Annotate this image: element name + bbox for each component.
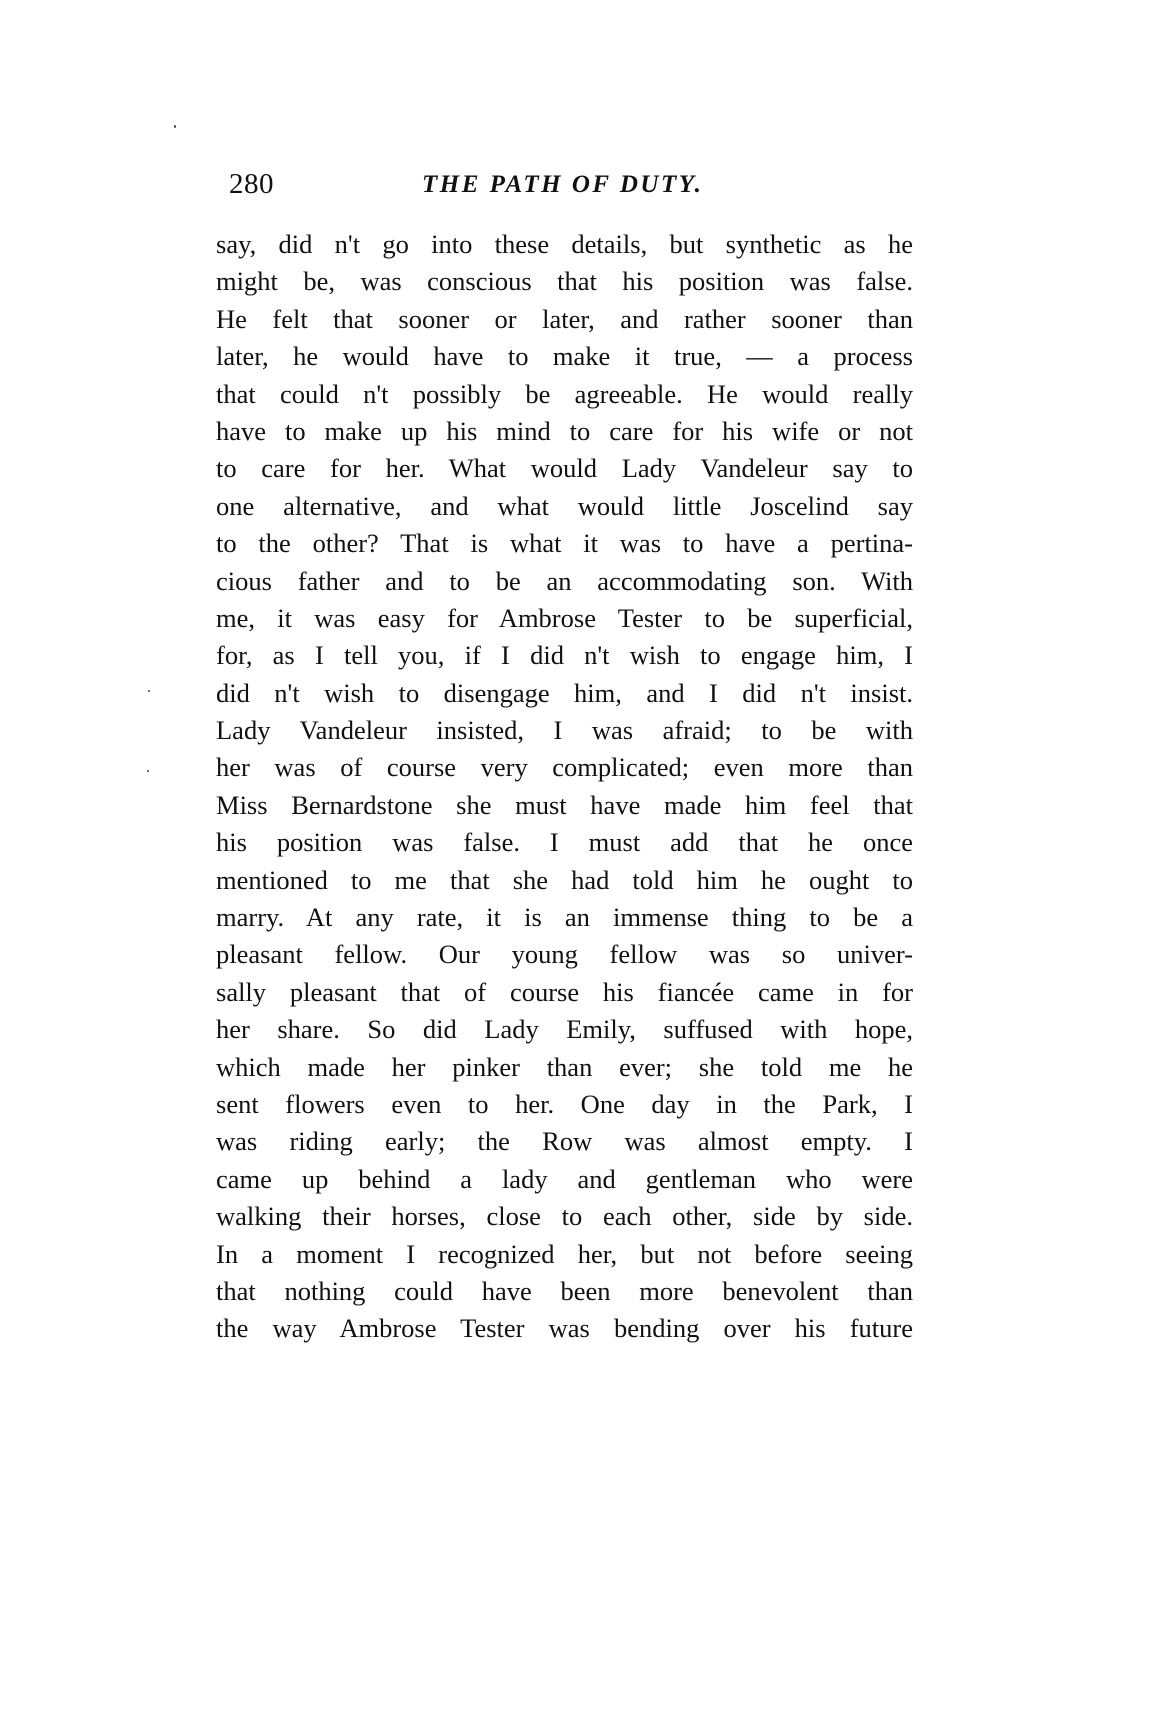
text-line: that could n't possibly be agreeable. He would really xyxy=(216,378,913,409)
text-line: later, he would have to make it true, — a process xyxy=(216,341,913,372)
text-line: Lady Vandeleur insisted, I was afraid; to be with xyxy=(216,715,913,746)
text-line: sent flowers even to her. One day in the Park, I xyxy=(216,1088,913,1119)
text-line: say, did n't go into these details, but synthetic as he xyxy=(216,229,913,259)
running-title: THE PATH OF DUTY. xyxy=(422,171,704,198)
text-line: did n't wish to disengage him, and I did n't insist. xyxy=(216,677,913,708)
text-line: marry. At any rate, it is an immense thing to be a xyxy=(216,902,913,933)
print-speck xyxy=(147,770,149,772)
text-line: pleasant fellow. Our young fellow was so univer- xyxy=(216,939,913,970)
text-line: have to make up his mind to care for his wife or not xyxy=(216,415,913,446)
print-speck xyxy=(174,125,176,128)
print-speck xyxy=(148,690,150,692)
text-line: her share. So did Lady Emily, suffused with hope, xyxy=(216,1014,913,1045)
text-line: walking their horses, close to each other, side by side. xyxy=(216,1201,913,1232)
text-line: his position was false. I must add that he once xyxy=(216,827,913,858)
text-line: He felt that sooner or later, and rather sooner than xyxy=(216,303,913,334)
text-line: that nothing could have been more benevolent than xyxy=(216,1275,913,1306)
text-line: for, as I tell you, if I did n't wish to engage him, I xyxy=(216,640,913,671)
running-head xyxy=(229,168,919,208)
text-line: one alternative, and what would little Joscelind say xyxy=(216,490,913,521)
text-line: came up behind a lady and gentleman who were xyxy=(216,1163,913,1194)
page-number: 280 xyxy=(229,168,274,200)
body-text xyxy=(216,226,913,1348)
text-line: sally pleasant that of course his fiancée came in for xyxy=(216,976,913,1007)
text-line: In a moment I recognized her, but not before seeing xyxy=(216,1238,913,1269)
text-line: might be, was conscious that his position was false. xyxy=(216,266,913,297)
text-line: cious father and to be an accommodating son. With xyxy=(216,565,913,596)
text-line: me, it was easy for Ambrose Tester to be superficial, xyxy=(216,602,913,633)
text-line: Miss Bernardstone she must have made him feel that xyxy=(216,789,913,820)
text-line: the way Ambrose Tester was bending over his future xyxy=(216,1313,913,1344)
text-line: to care for her. What would Lady Vandeleur say to xyxy=(216,453,913,484)
text-line: to the other? That is what it was to have a pertina- xyxy=(216,528,913,559)
text-line: her was of course very complicated; even more than xyxy=(216,752,913,783)
text-line: mentioned to me that she had told him he ought to xyxy=(216,864,913,895)
text-line: which made her pinker than ever; she told me he xyxy=(216,1051,913,1082)
text-line: was riding early; the Row was almost empty. I xyxy=(216,1126,913,1157)
